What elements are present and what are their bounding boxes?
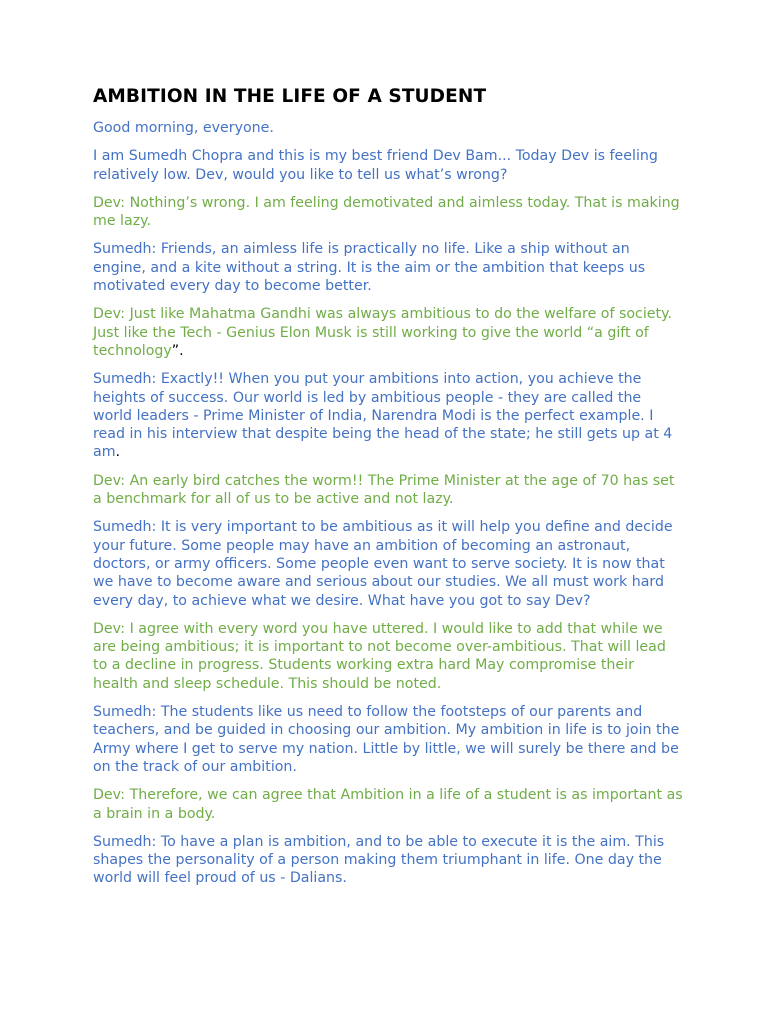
paragraph-text: I am Sumedh Chopra and this is my best friend Dev Bam... Today Dev is feeling relatively low. Dev, would you like to tell us what’s wrong? (93, 148, 658, 183)
paragraph-sumedh-dialogue (93, 370, 683, 461)
paragraph-dev-dialogue (93, 194, 683, 231)
paragraph-text: Sumedh: To have a plan is ambition, and to be able to execute it is the aim. This shapes the personality of a person making them triumphant in life. One day the world will feel proud of us - Dalians. (93, 833, 665, 887)
document-title: AMBITION IN THE LIFE OF A STUDENT (93, 86, 487, 107)
paragraph-text: Dev: I agree with every word you have uttered. I would like to add that while we are being ambitious; it is important to not become over-ambitious. That will lead to a decline in progress. Students working extra hard May compromise their health and sleep schedule. This should be noted. (93, 620, 666, 692)
paragraph-text: Dev: Nothing’s wrong. I am feeling demotivated and aimless today. That is making me lazy. (93, 194, 680, 230)
paragraph-text: Sumedh: It is very important to be ambitious as it will help you define and decide your future. Some people may have an ambition of becoming an astronaut, doctors, or army officers. Some people even want to serve society. It is now that we have to become aware and serious about our studies. We all must work hard every day, to achieve what we desire. What have you got to say Dev? (93, 519, 673, 609)
paragraph-introduction (93, 147, 683, 184)
paragraph-tail: . (115, 444, 121, 461)
paragraph-text: Dev: An early bird catches the worm!! The Prime Minister at the age of 70 has set a benchmark for all of us to be active and not lazy. (93, 472, 675, 508)
paragraph-text: Sumedh: Friends, an aimless life is practically no life. Like a ship without an engine, and a kite without a string. It is the aim or the ambition that keeps us motivated every day to become better. (93, 241, 646, 295)
paragraph-text: Good morning, everyone. (93, 120, 274, 136)
paragraph-greeting (93, 119, 683, 137)
paragraph-text: Dev: Just like Mahatma Gandhi was always ambitious to do the welfare of society. Just like the Tech - Genius Elon Musk is still working to give the world “a gift of technology (93, 306, 672, 359)
paragraph-dev-dialogue (93, 786, 683, 823)
paragraph-conclusion (93, 833, 683, 888)
paragraph-dev-dialogue (93, 305, 683, 360)
paragraph-text: Sumedh: The students like us need to follow the footsteps of our parents and teachers, and be guided in choosing our ambition. My ambition in life is to join the Army where I get to serve my nation. Little by little, we will surely be there and be on the track of our ambition. (93, 704, 680, 775)
paragraph-tail: ”. (171, 342, 184, 359)
paragraph-dev-dialogue (93, 620, 683, 693)
document-page (93, 86, 683, 898)
paragraph-dev-dialogue (93, 472, 683, 509)
paragraph-text: Sumedh: Exactly!! When you put your ambitions into action, you achieve the heights of success. Our world is led by ambitious people - they are called the world leaders - Prime Minister of India, Narendra Modi is the perfect example. I read in his interview that despite being the head of the state; he still gets up at 4 am (93, 371, 673, 461)
paragraph-sumedh-dialogue (93, 240, 683, 295)
paragraph-text: Dev: Therefore, we can agree that Ambition in a life of a student is as important as a brain in a body. (93, 787, 683, 822)
paragraph-sumedh-dialogue (93, 703, 683, 776)
paragraph-sumedh-dialogue (93, 518, 683, 609)
